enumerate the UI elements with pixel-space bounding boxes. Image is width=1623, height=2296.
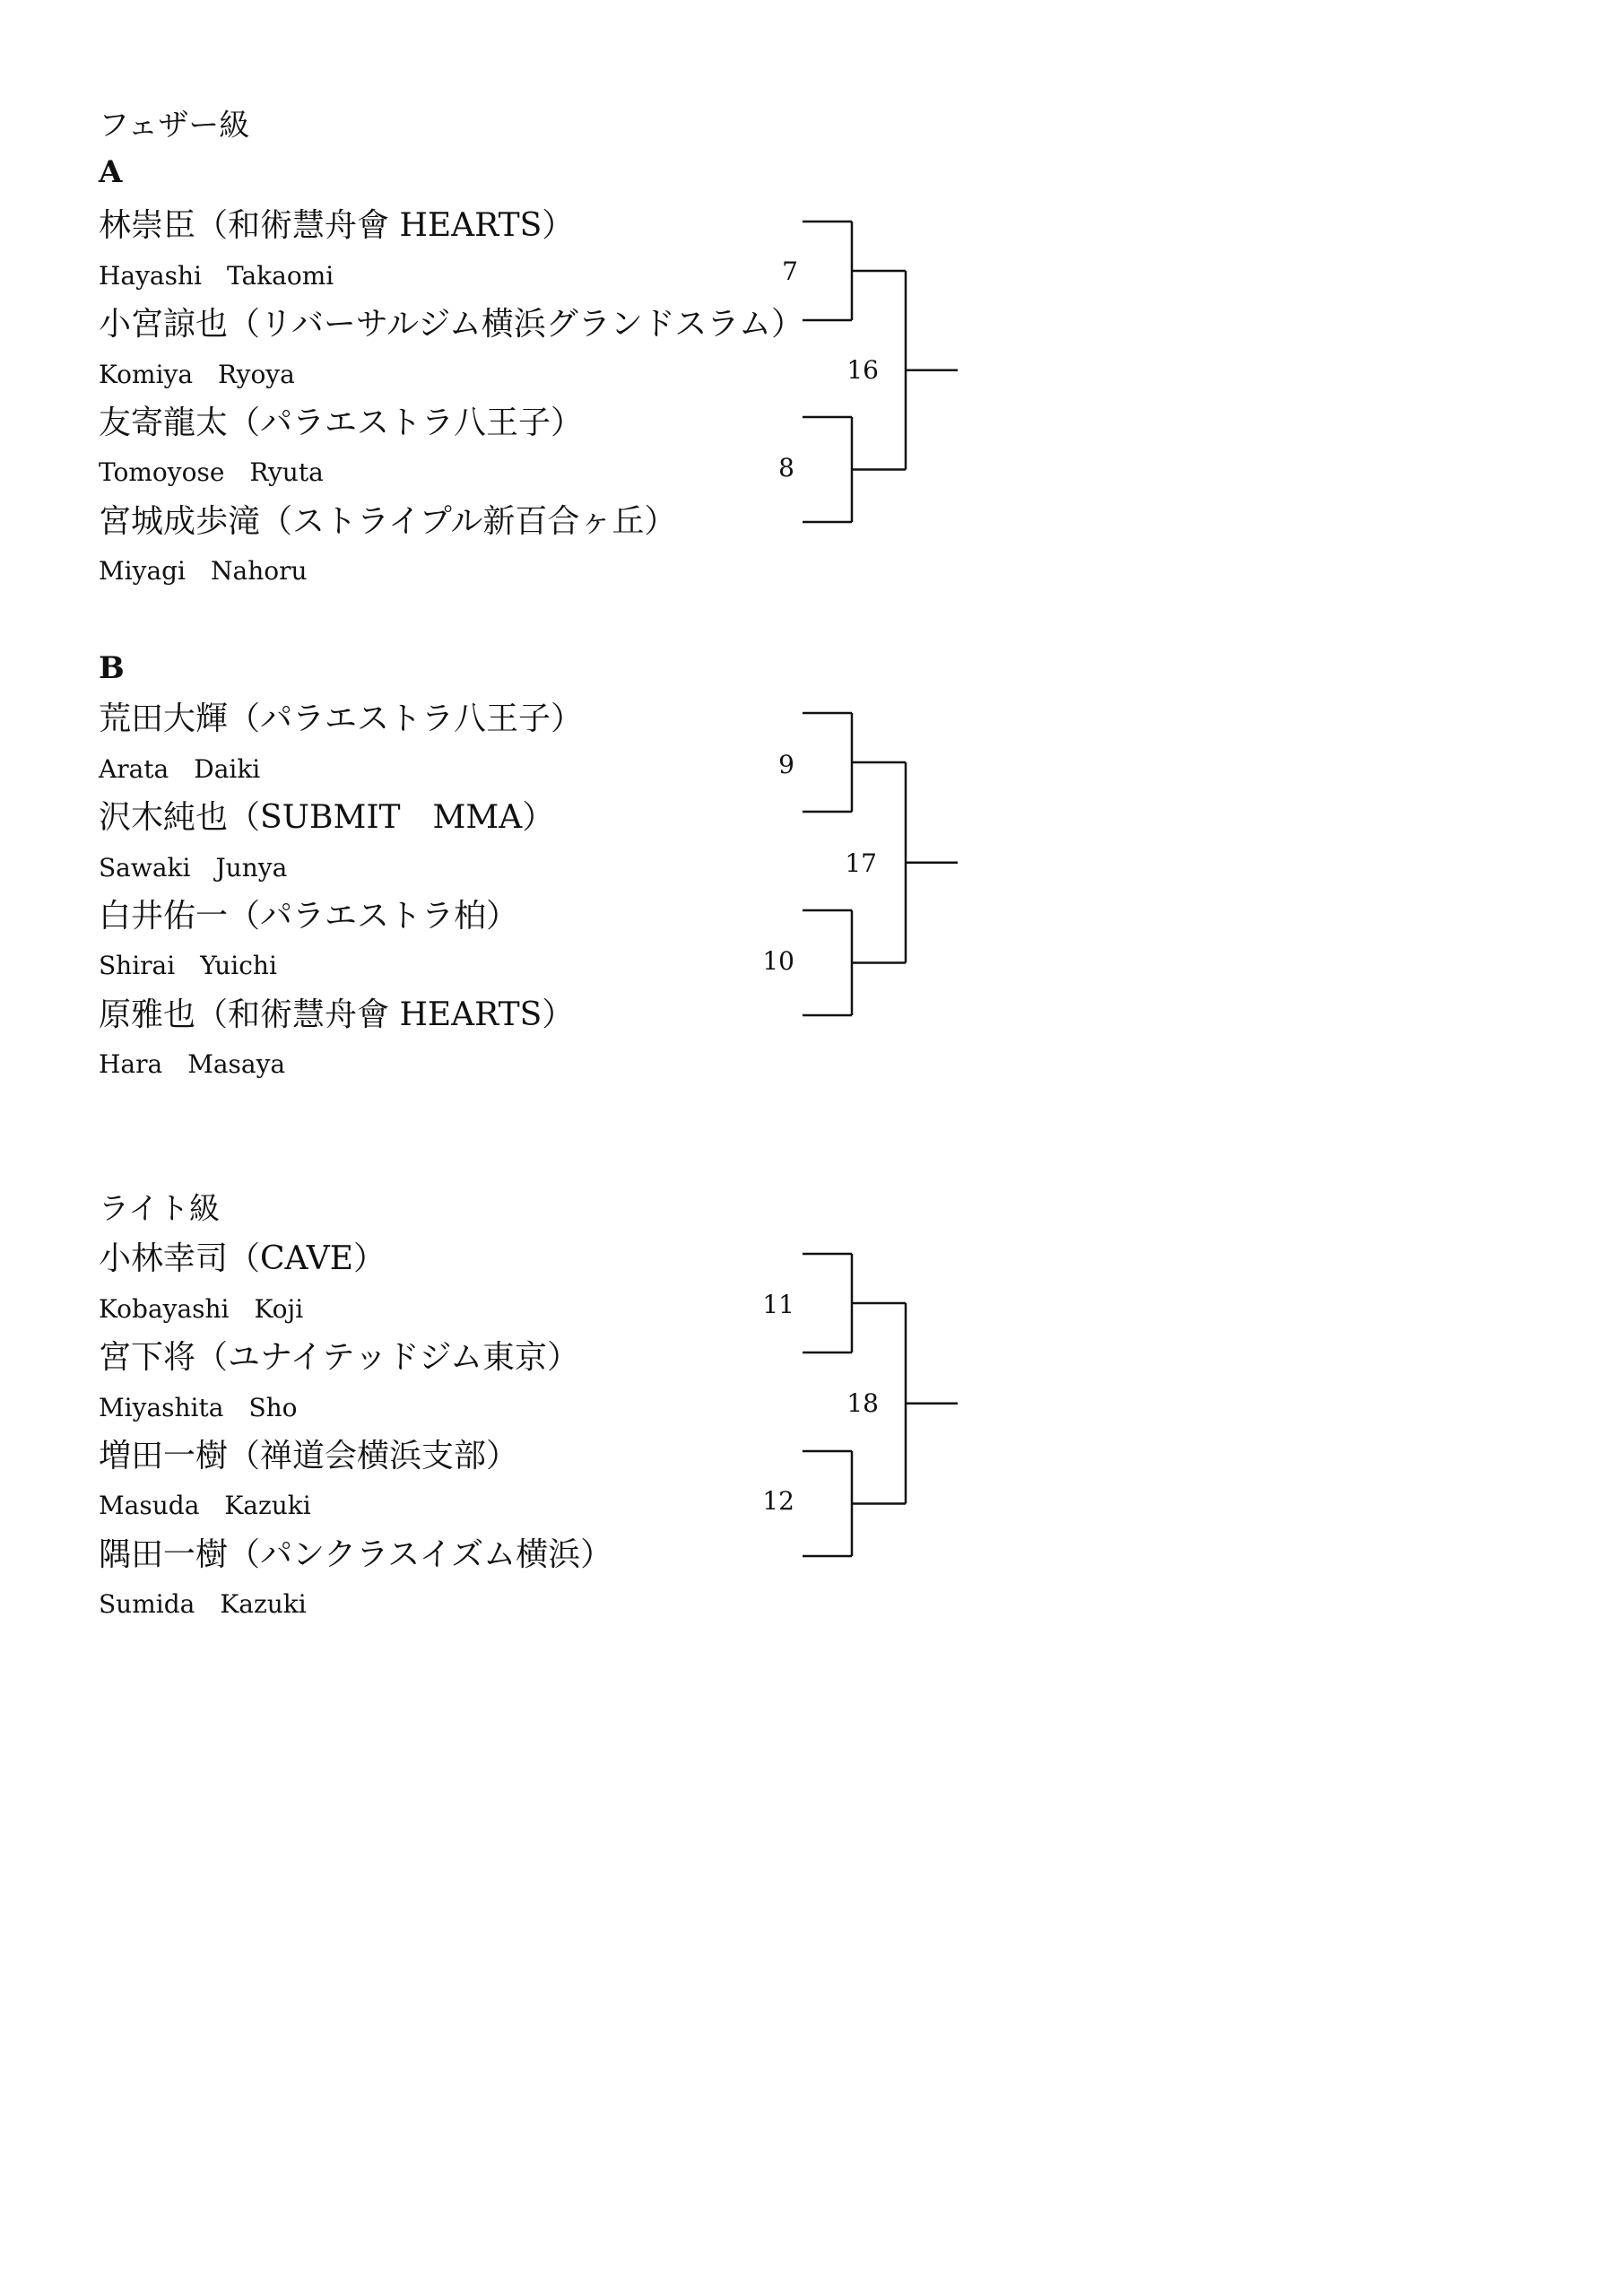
fighter-en-name: Miyagi Nahoru	[99, 556, 308, 586]
bout-number-final: 17	[845, 848, 877, 878]
fighter-jp-name: 宮下将（ユナイテッドジム東京）	[99, 1339, 580, 1376]
fighter-jp-name: 小宮諒也（リバーサルジム横浜グランドスラム）	[99, 306, 804, 343]
fighter-en-name: Hayashi Takaomi	[99, 261, 334, 291]
bout-number: 12	[762, 1486, 794, 1516]
fighter-jp-name: 林崇臣（和術慧舟會 HEARTS）	[99, 207, 575, 244]
fighter-jp-name: 友寄龍太（パラエストラ八王子）	[99, 404, 584, 441]
fighter-jp-name: 沢木純也（SUBMIT MMA）	[99, 799, 555, 836]
fighter-en-name: Komiya Ryoya	[99, 360, 295, 389]
pool-label-a: A	[99, 154, 123, 190]
fighter-jp-name: 荒田大輝（パラエストラ八王子）	[99, 700, 584, 737]
bout-number: 7	[782, 257, 798, 286]
pool-label-b: B	[99, 650, 125, 686]
fighter-jp-name: 白井佑一（パラエストラ柏）	[99, 898, 519, 935]
fighter-jp-name: 原雅也（和術慧舟會 HEARTS）	[99, 996, 575, 1033]
division-title-lightweight: ライト級	[99, 1191, 220, 1227]
fighter-jp-name: 小林幸司（CAVE）	[99, 1240, 386, 1277]
fighter-en-name: Masuda Kazuki	[99, 1491, 311, 1520]
fighter-en-name: Sawaki Junya	[99, 853, 288, 883]
bout-number: 10	[762, 946, 794, 976]
fighter-en-name: Sumida Kazuki	[99, 1589, 307, 1619]
fighter-en-name: Tomoyose Ryuta	[99, 457, 324, 487]
bout-number-final: 16	[846, 355, 879, 385]
fighter-en-name: Kobayashi Koji	[99, 1294, 304, 1324]
fighter-jp-name: 隅田一樹（パンクラスイズム横浜）	[99, 1536, 613, 1573]
bout-number: 9	[778, 750, 794, 779]
bout-number-final: 18	[846, 1388, 879, 1418]
fighter-jp-name: 宮城成歩滝（ストライプル新百合ヶ丘）	[99, 503, 677, 540]
bout-number: 8	[778, 453, 794, 483]
fighter-en-name: Hara Masaya	[99, 1049, 286, 1079]
bout-number: 11	[762, 1290, 794, 1319]
fighter-jp-name: 増田一樹（禅道会横浜支部）	[99, 1438, 519, 1474]
fighter-en-name: Shirai Yuichi	[99, 951, 277, 980]
fighter-en-name: Miyashita Sho	[99, 1393, 298, 1422]
division-title-featherweight: フェザー級	[99, 108, 250, 144]
fighter-en-name: Arata Daiki	[99, 754, 261, 784]
